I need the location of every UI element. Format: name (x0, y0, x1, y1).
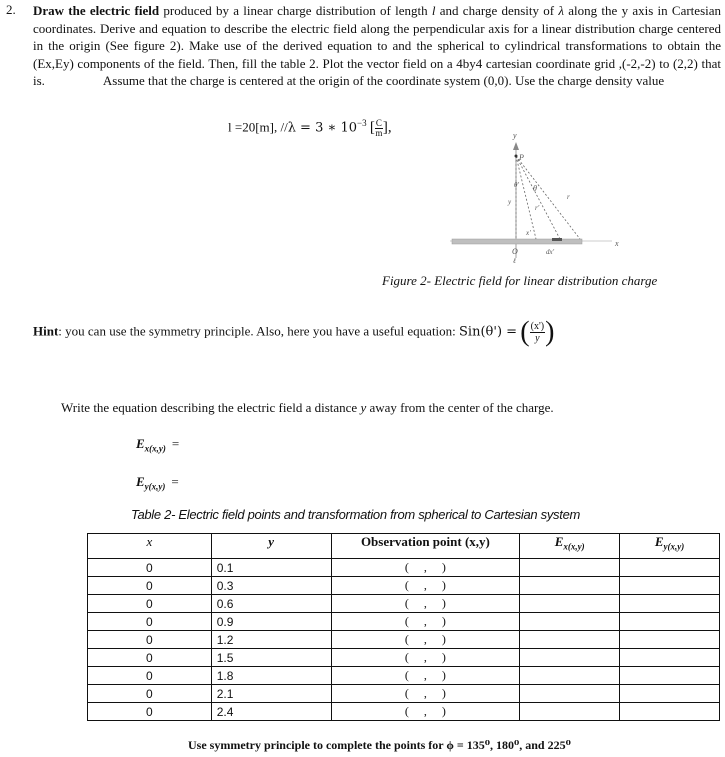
figure-label-origin: O (512, 247, 518, 256)
cell-y: 0.3 (211, 577, 331, 595)
hint-equation: Sin(θ') = (459, 324, 518, 340)
table-row (88, 649, 720, 667)
cell-y: 2.4 (211, 703, 331, 721)
cell-ey[interactable] (620, 559, 720, 577)
table-row (88, 577, 720, 595)
hint-text: : you can use the symmetry principle. Also, here you have a useful equation: (58, 323, 456, 339)
question-text: Write the equation describing the electric field a distance y away from the center of the charge. (61, 400, 554, 415)
cell-ey[interactable] (620, 667, 720, 685)
table-row (88, 685, 720, 703)
figure-label-p: P (519, 153, 524, 162)
figure-dx-element (552, 238, 562, 241)
figure-r-prime-line (516, 156, 536, 239)
figure-label-l: ℓ (513, 257, 516, 265)
table-row (88, 667, 720, 685)
var-y: y (360, 400, 367, 415)
cell-ex[interactable] (520, 559, 620, 577)
problem-text-assume: Assume that the charge is centered at the origin of the coordinate system (0,0). Use the charge density value (102, 73, 665, 89)
table-header-row (88, 534, 720, 559)
cell-ey[interactable] (620, 595, 720, 613)
cell-x: 0 (88, 595, 212, 613)
cell-x: 0 (88, 685, 212, 703)
cell-y: 2.1 (211, 685, 331, 703)
problem-title: Draw the electric field (33, 3, 160, 18)
figure-label-theta: θ (533, 184, 537, 193)
table-row (88, 631, 720, 649)
ey-label: E (136, 474, 145, 489)
cell-observation[interactable]: ( , ) (331, 613, 520, 631)
cell-observation[interactable]: ( , ) (331, 685, 520, 703)
cell-ey[interactable] (620, 649, 720, 667)
charge-figure (440, 128, 640, 268)
cell-observation[interactable]: ( , ) (331, 577, 520, 595)
figure-y-arrow (513, 142, 519, 150)
cell-ex[interactable] (520, 595, 620, 613)
problem-text-2: and charge density of (435, 3, 559, 18)
cell-observation[interactable]: ( , ) (331, 649, 520, 667)
cell-observation[interactable]: ( , ) (331, 631, 520, 649)
table-row (88, 703, 720, 721)
cell-y: 0.6 (211, 595, 331, 613)
header-observation: Observation point (x,y) (331, 534, 520, 559)
hint-line: Hint: you can use the symmetry principle. Also, here you have a useful equation: Sin(θ') = ( $\frac{(x')}{y}$ ) (33, 316, 555, 348)
cell-observation[interactable]: ( , ) (331, 703, 520, 721)
footer-note: Use symmetry principle to complete the points for ϕ = 135⁰, 180⁰, and 225⁰ (188, 738, 571, 752)
figure-r-line-1 (516, 156, 560, 239)
cell-x: 0 (88, 559, 212, 577)
cell-x: 0 (88, 613, 212, 631)
figure-label-y-left: y (508, 198, 512, 206)
cell-ex[interactable] (520, 649, 620, 667)
charge-density-formula: l =20[m], //λ = 3 ∗ $10^{-3}$ [ $\frac{C}{m}$ ], (228, 117, 392, 138)
figure-label-r: r (567, 193, 570, 201)
cell-y: 1.5 (211, 649, 331, 667)
formula-length: l =20[m], // (228, 119, 288, 135)
figure-label-x-axis: x (615, 239, 619, 248)
table-row (88, 613, 720, 631)
figure-point-p (515, 155, 518, 158)
table-row (88, 559, 720, 577)
cell-ey[interactable] (620, 685, 720, 703)
cell-x: 0 (88, 649, 212, 667)
ex-label: E (136, 436, 145, 451)
cell-observation[interactable]: ( , ) (331, 595, 520, 613)
cell-observation[interactable]: ( , ) (331, 559, 520, 577)
ey-equals: = (171, 474, 179, 489)
hint-fraction: $\frac{(x')}{y}$ (530, 321, 545, 344)
figure-label-r-prime: r' (535, 204, 540, 212)
cell-ex[interactable] (520, 631, 620, 649)
ex-equals: = (171, 436, 180, 451)
cell-observation[interactable]: ( , ) (331, 667, 520, 685)
cell-y: 0.9 (211, 613, 331, 631)
problem-text (33, 2, 721, 90)
cell-x: 0 (88, 631, 212, 649)
header-y: y (211, 534, 331, 559)
formula-exponent: −3 (357, 118, 367, 128)
cell-ex[interactable] (520, 577, 620, 595)
cell-y: 1.8 (211, 667, 331, 685)
cell-y: 1.2 (211, 631, 331, 649)
cell-ey[interactable] (620, 703, 720, 721)
header-ex: $E_{x(x,y)}$ (520, 534, 620, 559)
cell-ey[interactable] (620, 631, 720, 649)
formula-lambda: λ = 3 ∗ 10 (287, 120, 357, 136)
problem-number: 2. (6, 2, 16, 17)
ey-equation (136, 474, 179, 492)
cell-x: 0 (88, 577, 212, 595)
cell-ey[interactable] (620, 613, 720, 631)
ey-sub: y(x,y) (144, 481, 166, 492)
header-ey: $E_{y(x,y)}$ (620, 534, 720, 559)
var-l: l (431, 3, 436, 18)
ex-equation (136, 436, 179, 454)
ex-sub: x(x,y) (144, 443, 166, 454)
figure-r-line-2 (516, 156, 580, 239)
cell-y: 0.1 (211, 559, 331, 577)
var-lambda: λ (558, 3, 565, 18)
table-row (88, 595, 720, 613)
cell-ex[interactable] (520, 703, 620, 721)
cell-x: 0 (88, 703, 212, 721)
figure-caption: Figure 2- Electric field for linear distribution charge (382, 273, 658, 288)
formula-unit: $\frac{C}{m}$ (375, 117, 383, 138)
hint-label: Hint (33, 323, 59, 339)
figure-label-dx-prime: dx' (546, 248, 555, 256)
cell-x: 0 (88, 667, 212, 685)
cell-ex[interactable] (520, 613, 620, 631)
figure-charge-bar (452, 239, 582, 244)
figure-label-theta-prime: θ' (514, 181, 519, 189)
table-caption: Table 2- Electric field points and transformation from spherical to Cartesian system (131, 507, 581, 522)
problem-text-3: along the y axis in Cartesian coordinates. Derive and equation to describe the electric field along the perpendicular axis for a linear distribution charge centered in the origin (See figure 2). Make use of the derived equation to and the spherical to cylindrical transformations to obtain the (Ex,Ey) components of the field. Then, fill the table 2. Plot the vector field on a 4by4 cartesian coordinate grid ,(-2,-2) to (2,2) that is. (33, 3, 722, 89)
cell-ey[interactable] (620, 577, 720, 595)
field-table (87, 533, 720, 721)
figure-label-x-prime: x' (526, 229, 531, 237)
cell-ex[interactable] (520, 685, 620, 703)
problem-text-1: produced by a linear charge distribution of length (159, 3, 432, 18)
figure-label-y-axis: y (513, 131, 517, 140)
header-x: x (88, 534, 212, 559)
cell-ex[interactable] (520, 667, 620, 685)
